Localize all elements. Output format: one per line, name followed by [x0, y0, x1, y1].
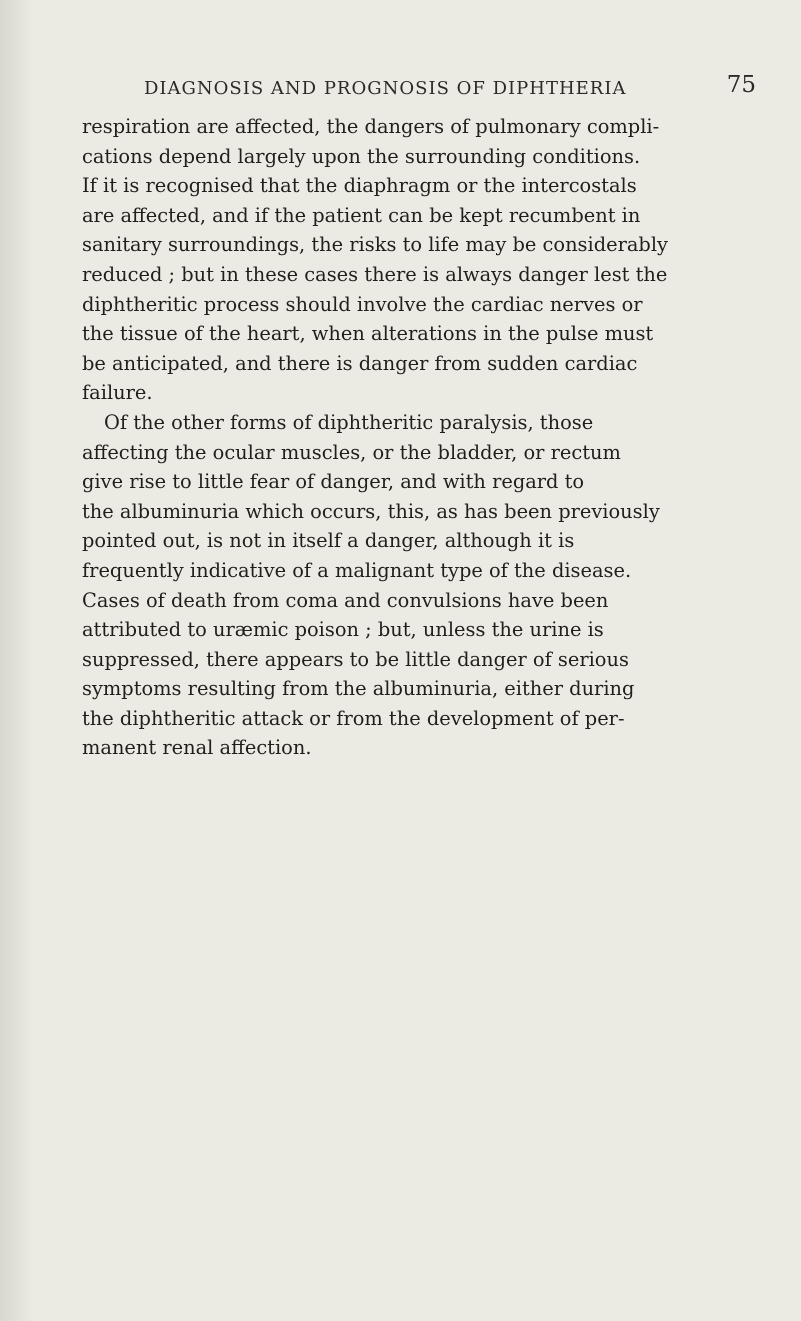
text-line: diphtheritic process should involve the cardiac nerves or: [82, 292, 643, 316]
text-line: symptoms resulting from the albuminuria, either during: [82, 677, 635, 701]
text-line: the albuminuria which occurs, this, as has been previously: [82, 499, 660, 523]
text-line: suppressed, there appears to be little danger of serious: [82, 647, 629, 671]
page-edge-shadow: [0, 0, 34, 1321]
text-line: failure.: [82, 381, 153, 405]
text-line: the tissue of the heart, when alterations in the pulse must: [82, 322, 654, 346]
text-line: the diphtheritic attack or from the development of per-: [82, 706, 625, 730]
text-line: affecting the ocular muscles, or the bladder, or rectum: [82, 440, 621, 464]
running-head-title: DIAGNOSIS AND PROGNOSIS OF DIPHTHERIA: [144, 78, 627, 99]
text-line: attributed to uræmic poison ; but, unless the urine is: [82, 618, 604, 642]
text-line: frequently indicative of a malignant type of the disease.: [82, 558, 632, 582]
text-line: pointed out, is not in itself a danger, although it is: [82, 529, 575, 553]
paragraph-other-paralysis: [82, 408, 760, 763]
text-line: are affected, and if the patient can be kept recumbent in: [82, 203, 641, 227]
text-line: If it is recognised that the diaphragm or the intercostals: [82, 174, 637, 198]
text-line: give rise to little fear of danger, and with regard to: [82, 470, 585, 494]
text-line: sanitary surroundings, the risks to life may be considerably: [82, 233, 668, 257]
text-line: be anticipated, and there is danger from sudden cardiac: [82, 351, 638, 375]
text-line: Cases of death from coma and convulsions have been: [82, 588, 609, 612]
paragraph-respiration: [82, 112, 760, 408]
text-line: respiration are affected, the dangers of pulmonary compli-: [82, 115, 660, 138]
text-line: reduced ; but in these cases there is always danger lest the: [82, 262, 668, 286]
running-head: [82, 70, 760, 110]
page-number: 75: [726, 72, 756, 98]
text-line: cations depend largely upon the surrounding conditions.: [82, 144, 641, 168]
text-line: Of the other forms of diphtheritic paralysis, those: [104, 410, 594, 434]
text-line: manent renal affection.: [82, 736, 312, 760]
book-page: [82, 70, 760, 763]
